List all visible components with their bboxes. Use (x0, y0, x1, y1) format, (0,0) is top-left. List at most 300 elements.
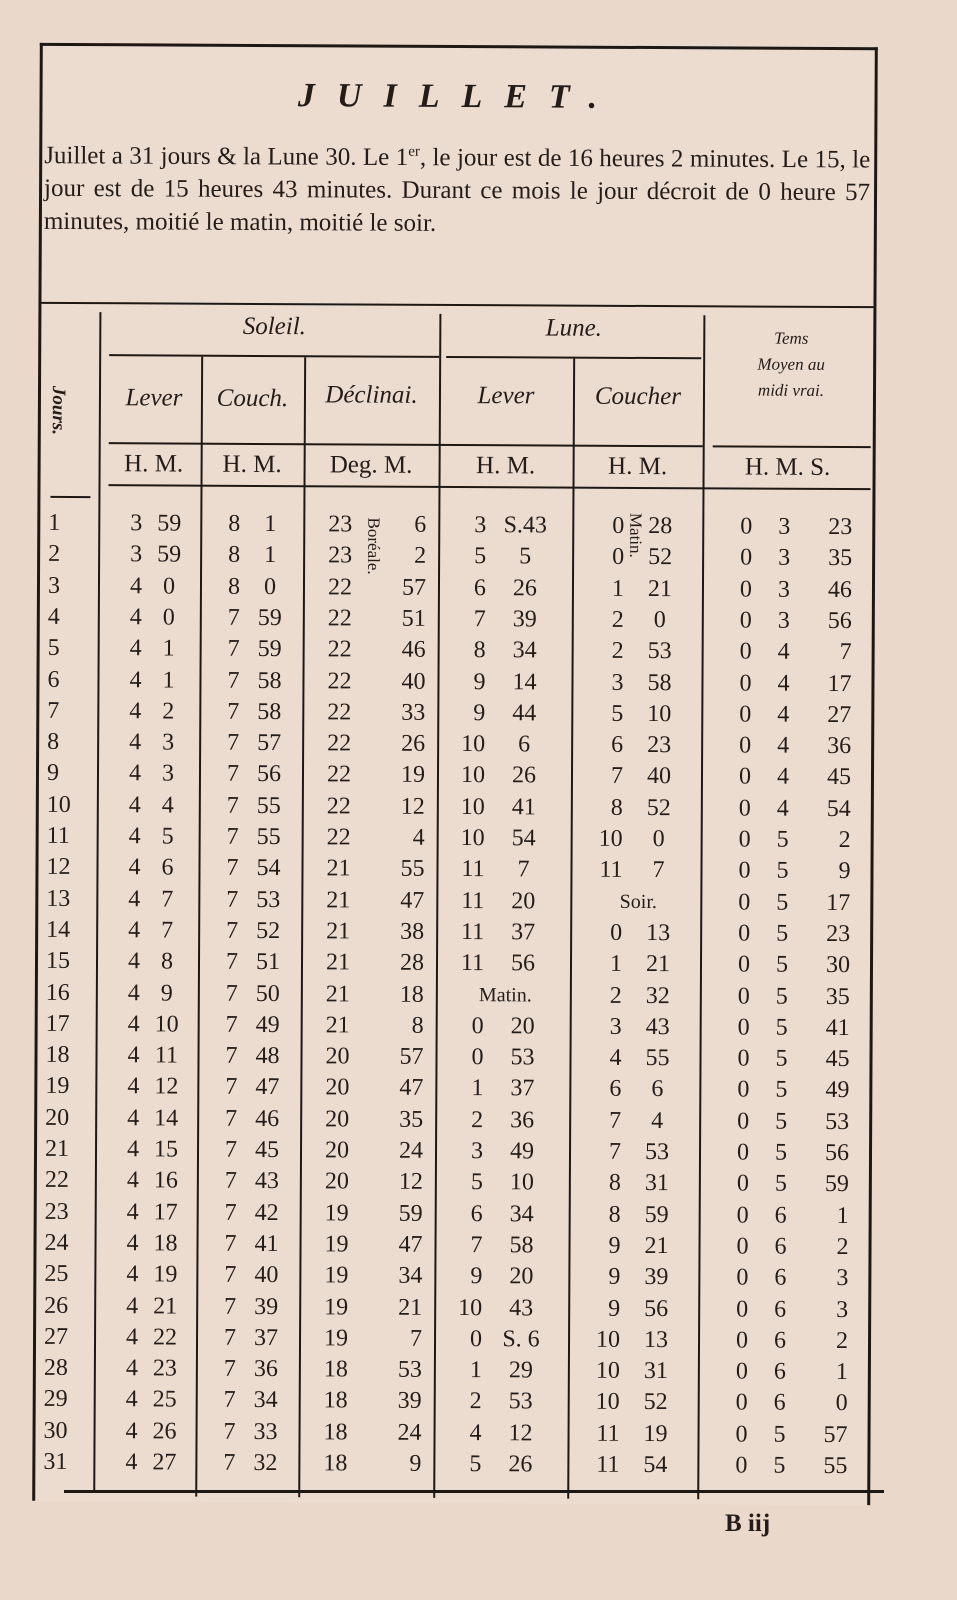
cell-day: 14 (46, 916, 71, 943)
cell-sl-m: 0 (162, 573, 176, 600)
cell-ll-h: 11 (461, 856, 485, 883)
cell-lc-h: 2 (609, 982, 622, 1009)
cell-lc-h: 6 (609, 1076, 622, 1103)
cell-lc-m: 53 (644, 1139, 670, 1166)
cell-sc-h: 7 (225, 948, 239, 976)
intro-text-end: , le jour est de 16 heures 2 minutes. Le 15, le jour est de 15 heures 43 minutes. Durant ce mois le jour décroit de 0 heure 57 minutes, moitié le matin, moitié le soir. (43, 144, 871, 238)
cell-sc-h: 7 (225, 1105, 238, 1132)
note-matin-vertical: Matin. (626, 512, 646, 558)
cell-d-deg: 22 (327, 667, 352, 694)
table-row (38, 852, 870, 887)
cell-lc-h: 1 (609, 951, 623, 978)
cell-t-s: 56 (827, 607, 852, 634)
cell-t-h: 0 (739, 576, 753, 603)
cell-lc-m: 13 (646, 919, 671, 947)
cell-day: 17 (45, 1010, 70, 1037)
cell-day: 5 (47, 635, 60, 662)
cell-sc-m: 42 (254, 1199, 279, 1226)
cell-ll-m: 54 (511, 825, 536, 852)
cell-sl-h: 4 (125, 1449, 138, 1476)
cell-sc-m: 37 (253, 1324, 279, 1351)
cell-t-m: 5 (776, 826, 789, 853)
cell-t-m: 5 (773, 1421, 786, 1448)
cell-t-h: 0 (739, 638, 752, 665)
cell-ll-m: S.43 (503, 512, 548, 539)
table-row (36, 1290, 868, 1325)
table-row (39, 664, 871, 699)
cell-sl-m: 1 (162, 666, 175, 694)
cell-d-m: 40 (401, 668, 426, 695)
cell-d-m: 2 (414, 543, 427, 570)
cell-sl-h: 4 (126, 1198, 139, 1225)
cell-sl-m: 18 (153, 1230, 178, 1257)
cell-t-s: 0 (835, 1390, 848, 1417)
table-row (38, 915, 870, 950)
cell-sc-m: 47 (255, 1074, 280, 1101)
cell-sl-m: 3 (161, 760, 175, 787)
cell-d-deg: 22 (327, 605, 352, 632)
cell-lc-m: 6 (651, 1076, 664, 1103)
cell-t-s: 55 (823, 1452, 848, 1480)
cell-sl-m: 59 (157, 510, 182, 537)
table-row (37, 1134, 869, 1169)
cell-d-m: 39 (397, 1388, 422, 1415)
cell-d-m: 55 (400, 856, 425, 883)
cell-lc-h: 0 (610, 919, 623, 946)
cell-t-m: 5 (773, 1452, 786, 1479)
cell-t-s: 2 (838, 827, 851, 854)
cell-lc-h: 8 (610, 794, 623, 821)
cell-t-h: 0 (737, 951, 751, 978)
cell-sc-h: 7 (224, 1261, 237, 1289)
cell-day: 29 (43, 1386, 68, 1413)
cell-sc-m: 55 (256, 823, 281, 851)
rule-jours-under (50, 496, 90, 498)
cell-ll-m: 29 (508, 1357, 533, 1384)
cell-t-s: 30 (825, 952, 851, 979)
cell-d-m: 53 (397, 1356, 422, 1383)
cell-sl-h: 4 (129, 572, 143, 599)
cell-sc-m: 58 (257, 667, 282, 694)
cell-day: 12 (46, 854, 71, 881)
cell-lc-h: 11 (596, 1420, 620, 1447)
cell-sc-h: 7 (225, 1074, 238, 1101)
almanac-page (32, 43, 878, 1505)
cell-sc-h: 7 (224, 1168, 237, 1195)
cell-d-deg: 18 (323, 1419, 348, 1446)
cell-t-m: 6 (774, 1264, 787, 1291)
cell-sl-m: 1 (162, 635, 175, 662)
cell-t-s: 45 (826, 764, 852, 791)
cell-d-deg: 22 (327, 730, 352, 757)
cell-t-s: 17 (826, 889, 851, 916)
table-row (36, 1322, 868, 1357)
table-row (35, 1416, 867, 1451)
table-row (37, 1040, 869, 1075)
cell-d-m: 18 (399, 981, 424, 1008)
cell-sc-m: 52 (256, 917, 281, 944)
cell-d-m: 57 (399, 1043, 424, 1070)
cell-lc-h: 10 (598, 825, 623, 852)
cell-d-m: 9 (409, 1450, 422, 1477)
cell-t-s: 7 (839, 639, 852, 666)
cell-ll-m: 41 (511, 793, 536, 821)
cell-t-s: 46 (827, 576, 853, 603)
rule-units (109, 484, 871, 490)
cell-sl-m: 11 (154, 1042, 179, 1069)
cell-d-deg: 21 (326, 918, 351, 945)
cell-sc-h: 7 (226, 761, 240, 788)
cell-sl-m: 7 (161, 886, 174, 913)
cell-lc-m: 21 (647, 575, 673, 602)
cell-day: 6 (47, 666, 60, 693)
cell-ll-h: 11 (460, 950, 485, 977)
cell-ll-m: 37 (510, 1075, 535, 1102)
cell-lc-h: 6 (611, 731, 624, 758)
cell-t-s: 2 (835, 1327, 849, 1354)
cell-ll-m: 20 (509, 1263, 534, 1290)
cell-ll-m: 12 (508, 1419, 533, 1447)
cell-t-m: 4 (777, 638, 790, 665)
cell-d-m: 51 (401, 605, 426, 632)
cell-lc-h: 7 (610, 763, 624, 790)
cell-d-m: 12 (398, 1169, 423, 1196)
cell-sc-m: 58 (257, 698, 282, 725)
cell-sl-h: 4 (129, 729, 142, 756)
cell-ll-h: 5 (470, 1169, 483, 1196)
cell-t-m: 5 (775, 1014, 788, 1041)
cell-ll-h: 2 (469, 1388, 482, 1415)
cell-ll-h: 9 (473, 668, 486, 695)
cell-t-h: 0 (736, 1202, 749, 1229)
cell-t-s: 59 (824, 1171, 849, 1198)
cell-lc-h: 11 (596, 1451, 620, 1478)
cell-d-deg: 22 (326, 793, 351, 820)
cell-day: 31 (43, 1448, 68, 1475)
cell-d-deg: 22 (326, 761, 352, 788)
cell-d-m: 7 (409, 1325, 423, 1352)
cell-sl-h: 4 (126, 1261, 139, 1288)
cell-t-s: 35 (825, 983, 850, 1010)
cell-day: 20 (45, 1104, 70, 1131)
cell-sl-m: 3 (162, 729, 175, 756)
cell-t-s: 23 (826, 920, 851, 947)
cell-sl-h: 4 (127, 979, 140, 1006)
cell-sl-h: 4 (125, 1386, 138, 1413)
header-tems (711, 325, 871, 404)
cell-sc-h: 7 (226, 855, 239, 882)
cell-ll-m: 49 (509, 1138, 535, 1165)
cell-d-m: 57 (401, 574, 427, 601)
cell-d-deg: 18 (323, 1387, 348, 1414)
cell-lc-m: 52 (646, 794, 671, 821)
cell-day: 23 (44, 1198, 69, 1225)
cell-sc-h: 7 (226, 792, 239, 819)
cell-sc-m: 59 (257, 604, 282, 631)
cell-day: 27 (43, 1323, 69, 1350)
table-row (40, 602, 872, 637)
cell-t-m: 5 (776, 920, 789, 947)
cell-lc-m: 31 (644, 1170, 669, 1197)
cell-t-m: 5 (775, 1077, 788, 1104)
header-lune: Lune. (545, 314, 603, 342)
cell-day: 21 (44, 1135, 70, 1162)
cell-d-deg: 19 (324, 1199, 349, 1227)
cell-ll-h: 8 (473, 637, 486, 664)
cell-ll-h: 7 (473, 605, 486, 633)
cell-d-m: 26 (401, 730, 426, 757)
cell-d-deg: 21 (326, 855, 351, 882)
cell-t-m: 6 (774, 1202, 787, 1229)
cell-lc-m: 32 (645, 982, 670, 1009)
header-soleil-couch: Couch. (216, 384, 289, 413)
cell-t-m: 4 (777, 701, 790, 728)
header-jours: Jours. (47, 385, 70, 436)
cell-d-deg: 19 (324, 1231, 349, 1258)
cell-sc-m: 56 (256, 761, 282, 788)
cell-sc-h: 7 (223, 1418, 236, 1445)
cell-ll-m: 26 (511, 762, 537, 789)
cell-t-s: 54 (826, 795, 851, 822)
cell-sc-h: 7 (227, 729, 240, 756)
cell-sc-h: 8 (228, 542, 241, 569)
cell-sc-m: 1 (264, 542, 277, 569)
cell-t-s: 3 (836, 1265, 849, 1292)
cell-day: 30 (43, 1417, 68, 1444)
cell-sl-h: 3 (130, 510, 143, 537)
cell-day: 1 (48, 509, 61, 536)
cell-t-s: 23 (828, 513, 853, 541)
cell-lc-m: 56 (644, 1295, 669, 1322)
cell-lc-h: 10 (595, 1326, 621, 1353)
cell-lc-h: 7 (608, 1138, 622, 1165)
cell-t-h: 0 (739, 669, 752, 697)
cell-sc-m: 59 (257, 636, 282, 663)
cell-t-h: 0 (735, 1452, 748, 1479)
cell-sc-m: 33 (253, 1418, 278, 1445)
cell-sc-m: 39 (254, 1293, 279, 1320)
cell-t-h: 0 (737, 1108, 750, 1135)
cell-t-h: 0 (736, 1264, 749, 1291)
cell-ll-h: 9 (470, 1263, 483, 1290)
cell-sl-h: 4 (129, 635, 142, 662)
cell-sc-m: 51 (255, 949, 281, 976)
cell-sc-h: 7 (226, 823, 239, 850)
units-lune-lever: H. M. (476, 452, 536, 480)
units-soleil-couch: H. M. (222, 450, 282, 479)
cell-sc-h: 7 (224, 1293, 237, 1320)
cell-d-deg: 22 (327, 636, 352, 663)
cell-sc-m: 36 (253, 1356, 278, 1383)
cell-sc-h: 7 (227, 667, 240, 694)
cell-ll-h: 6 (473, 574, 487, 601)
cell-lc-h: 2 (611, 606, 624, 633)
table-row (36, 1384, 868, 1419)
cell-sc-m: 0 (263, 573, 277, 600)
cell-ll-h: 0 (469, 1325, 483, 1352)
table-row (39, 821, 871, 856)
cell-d-deg: 19 (324, 1293, 349, 1320)
cell-t-h: 0 (740, 544, 753, 571)
cell-sl-m: 17 (153, 1199, 178, 1226)
cell-t-s: 27 (827, 701, 852, 728)
cell-d-m: 38 (400, 918, 425, 945)
cell-ll-h: 10 (460, 762, 486, 789)
cell-sl-m: 23 (152, 1355, 177, 1382)
cell-t-h: 0 (735, 1358, 748, 1385)
cell-lc-h: 8 (608, 1170, 621, 1197)
cell-ll-m: 43 (509, 1294, 534, 1321)
table-row (39, 758, 871, 793)
cell-t-s: 41 (825, 1014, 850, 1041)
cell-t-h: 0 (737, 1076, 750, 1103)
cell-lc-m: 43 (645, 1013, 670, 1040)
cell-sc-m: 50 (255, 980, 280, 1007)
cell-ll-m: 36 (510, 1106, 535, 1134)
cell-sl-h: 4 (128, 885, 141, 912)
cell-sl-m: 19 (153, 1261, 178, 1288)
cell-day: 24 (44, 1229, 69, 1256)
cell-ll-h: 4 (469, 1419, 482, 1446)
cell-t-m: 3 (777, 607, 790, 634)
cell-sl-h: 4 (126, 1292, 139, 1319)
cell-t-m: 6 (774, 1233, 787, 1260)
cell-sl-m: 21 (153, 1292, 178, 1320)
cell-sl-h: 4 (128, 854, 141, 881)
cell-d-m: 6 (414, 511, 427, 538)
table-row (35, 1447, 867, 1482)
cell-ll-h: 3 (470, 1138, 484, 1165)
cell-sl-m: 9 (160, 979, 173, 1007)
cell-d-m: 24 (397, 1419, 422, 1446)
cell-ll-m: 6 (518, 731, 531, 758)
cell-ll-h: 1 (469, 1357, 482, 1384)
cell-t-s: 45 (825, 1046, 850, 1073)
cell-lc-m: 0 (653, 606, 666, 633)
header-soleil: Soleil. (242, 312, 307, 341)
table-row (37, 1103, 869, 1138)
cell-lc-m: 10 (647, 700, 672, 727)
cell-d-m: 21 (398, 1294, 423, 1321)
cell-d-deg: 19 (324, 1262, 349, 1289)
cell-t-m: 4 (776, 795, 789, 822)
table-row (40, 539, 872, 574)
cell-d-deg: 20 (325, 1074, 350, 1101)
cell-t-h: 0 (739, 607, 752, 634)
header-tems-line2: Moyen au (757, 354, 825, 374)
cell-ll-m: 5 (519, 543, 532, 570)
cell-t-h: 0 (738, 763, 752, 790)
table-row (40, 633, 872, 668)
cell-ll-h: 1 (471, 1075, 484, 1102)
cell-sl-h: 4 (126, 1167, 139, 1194)
cell-sl-h: 4 (127, 1073, 140, 1100)
cell-sl-h: 4 (128, 791, 141, 819)
cell-lc-h: 3 (609, 1013, 622, 1040)
cell-lc-h: 7 (609, 1107, 622, 1134)
cell-d-deg: 23 (328, 511, 353, 538)
cell-d-m: 35 (399, 1106, 424, 1133)
cell-lc-m: 53 (647, 638, 672, 665)
cell-d-m: 19 (400, 762, 426, 789)
cell-d-m: 46 (401, 636, 426, 664)
cell-t-h: 0 (736, 1170, 749, 1197)
cell-ll-h: 0 (471, 1044, 484, 1071)
cell-day: 2 (48, 541, 61, 568)
cell-ll-h: 10 (460, 793, 485, 820)
cell-lc-m: 7 (652, 857, 665, 884)
cell-sl-h: 4 (128, 917, 141, 944)
cell-sl-m: 16 (153, 1167, 178, 1194)
cell-d-deg: 20 (325, 1043, 350, 1070)
cell-sl-h: 4 (126, 1136, 140, 1163)
cell-sc-m: 55 (256, 792, 281, 819)
cell-d-m: 59 (398, 1200, 423, 1227)
cell-sc-m: 45 (254, 1136, 280, 1164)
cell-sl-h: 4 (126, 1230, 139, 1257)
cell-sc-h: 7 (227, 635, 240, 663)
cell-d-deg: 21 (325, 949, 351, 976)
cell-day: 8 (47, 728, 60, 756)
cell-sl-m: 15 (153, 1136, 179, 1163)
cell-sc-m: 41 (254, 1230, 279, 1257)
header-declinaison: Déclinai. (325, 381, 418, 409)
cell-t-h: 0 (737, 982, 750, 1010)
cell-day: 9 (46, 760, 60, 787)
cell-t-h: 0 (737, 1014, 750, 1041)
cell-sl-h: 3 (130, 541, 143, 568)
cell-lc-m: 19 (643, 1420, 668, 1447)
cell-sc-h: 7 (224, 1199, 237, 1226)
cell-ll-h: 10 (460, 825, 485, 852)
cell-ll-m: 53 (508, 1388, 533, 1415)
cell-d-m: 12 (400, 793, 425, 820)
cell-ll-m: 37 (511, 919, 536, 946)
cell-t-h: 0 (738, 920, 751, 947)
cell-day: 3 (47, 572, 61, 599)
cell-d-m: 28 (399, 949, 425, 977)
cell-lc-m: 54 (643, 1451, 668, 1479)
cell-sc-h: 7 (226, 917, 239, 944)
cell-ll-m: 58 (509, 1232, 534, 1259)
cell-ll-m: 39 (512, 606, 537, 633)
cell-t-h: 0 (736, 1139, 750, 1166)
cell-t-s: 3 (836, 1296, 849, 1323)
cell-t-m: 4 (777, 732, 790, 759)
cell-t-s: 2 (836, 1233, 849, 1260)
table-row (40, 508, 872, 543)
table-row (36, 1353, 868, 1388)
cell-t-h: 0 (735, 1421, 748, 1448)
cell-lc-h: 8 (608, 1201, 621, 1228)
cell-sl-m: 7 (161, 917, 174, 944)
cell-d-m: 33 (401, 699, 426, 726)
cell-sl-h: 4 (129, 666, 142, 693)
cell-lc-m: 52 (643, 1389, 668, 1416)
cell-t-s: 36 (827, 733, 852, 760)
cell-t-h: 0 (735, 1327, 749, 1354)
cell-t-s: 53 (825, 1108, 850, 1135)
table-row (39, 790, 871, 825)
cell-sc-h: 7 (223, 1324, 237, 1351)
cell-lc-m: 58 (647, 669, 672, 696)
cell-d-deg: 18 (323, 1356, 348, 1383)
cell-lc-m: 52 (648, 544, 673, 571)
cell-sl-m: 25 (152, 1386, 177, 1413)
cell-sc-m: 40 (254, 1262, 279, 1289)
header-soleil-lever: Lever (125, 384, 183, 412)
cell-t-h: 0 (739, 701, 752, 728)
